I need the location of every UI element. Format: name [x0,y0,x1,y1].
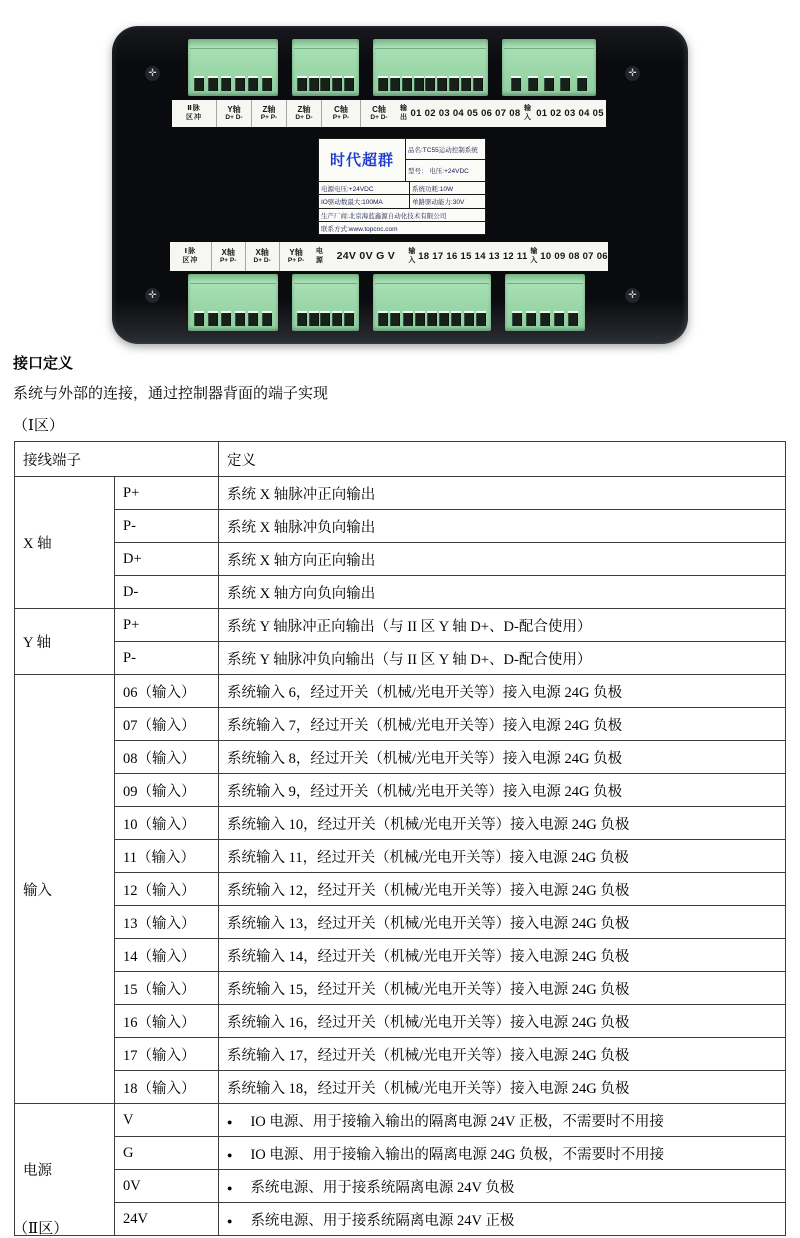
terminal-label [172,100,216,127]
table-row [15,642,786,675]
definition-text: 系统电源、用于接系统隔离电源 24V 正极 [250,1212,515,1229]
terminal-pin-cell: 11（输入） [115,840,219,873]
terminal-pin-cell: 24V [115,1203,219,1236]
screw-icon: ✛ [145,288,160,303]
definition-cell [219,906,786,939]
label-line: C轴 [372,104,386,114]
terminal-pin-cell: 08（输入） [115,741,219,774]
intro-text: 系统与外部的连接，通过控制器背面的端子实现 [13,386,329,402]
terminal-pins [191,76,275,91]
definition-text: 系统电源、用于接系统隔离电源 24V 负极 [250,1179,515,1196]
definition-text: 系统输入 8，经过开关（机械/光电开关等）接入电源 24G 负极 [227,750,623,767]
screw-icon: ✛ [625,288,640,303]
table-row [15,675,786,708]
table-row [15,477,786,510]
label-line: D+ D- [225,114,243,122]
pin-socket [208,76,218,91]
pin-socket [297,76,307,91]
zone2-label-partial: （Ⅱ区） [13,1221,69,1237]
label-line: 输 [524,105,531,113]
definition-cell [219,972,786,1005]
label-product-name: 品名:TC55运动控制系统 [406,139,485,160]
definition-text: 系统输入 17，经过开关（机械/光电开关等）接入电源 24G 负极 [227,1047,630,1064]
terminal-pin-cell: 0V [115,1170,219,1203]
section-heading: 接口定义 [13,356,74,372]
bullet-icon: ● [227,1182,233,1193]
definition-text: 系统输入 10，经过开关（机械/光电开关等）接入电源 24G 负极 [227,816,630,833]
terminal-numbers [540,242,608,271]
terminal-block [292,274,359,331]
terminal-numbers [410,100,521,127]
terminal-pin-cell: 09（输入） [115,774,219,807]
definition-cell [219,1170,786,1203]
bullet-icon: ● [227,1215,233,1226]
bullet-icon: ● [227,1149,233,1160]
terminal-pin-cell: 17（输入） [115,1038,219,1071]
pin-socket [378,311,388,326]
label-line: Z轴 [297,104,311,114]
label-line: 24V 0V G V [336,250,396,263]
terminal-pin-cell: 14（输入） [115,939,219,972]
label-manufacturer: 生产厂商:北京海蓝鑫源自动化技术有限公司 [321,212,447,220]
pin-socket [415,311,425,326]
terminal-label [216,100,251,127]
pin-socket [378,76,388,91]
pin-socket [511,76,521,91]
label-line: 入 [524,113,531,121]
pin-socket [425,76,435,91]
table-row [15,939,786,972]
definition-cell [219,1071,786,1104]
terminal-pins [295,311,356,326]
definition-cell [219,1104,786,1137]
definition-text: IO 电源、用于接输入输出的隔离电源 24V 正极，不需要时不用接 [250,1113,664,1130]
label-line: 01 02 03 04 05 06 07 08 [410,107,521,119]
terminal-label [245,242,279,271]
interface-definition-table [14,441,786,1236]
table-row [15,1005,786,1038]
product-label [318,138,486,235]
label-line: Ⅰ脉 [184,248,197,256]
label-row [319,182,485,196]
definition-text: 系统输入 9，经过开关（机械/光电开关等）接入电源 24G 负极 [227,783,623,800]
definition-cell [219,807,786,840]
pin-socket [221,311,231,326]
definition-text: 系统 X 轴方向负向输出 [227,585,376,602]
terminal-block [188,39,278,96]
terminal-group-cell: Y 轴 [15,609,115,675]
label-line: D+ D- [253,257,271,265]
terminal-pin-cell: D- [115,576,219,609]
terminal-label [313,242,327,271]
terminal-group-cell: 电源 [15,1104,115,1236]
terminal-pin-cell: 15（输入） [115,972,219,1005]
label-line: 10 09 08 07 06 [540,250,608,262]
pin-socket [476,311,486,326]
terminal-label [360,100,397,127]
pin-socket [560,76,570,91]
terminal-label [321,100,360,127]
definition-cell [219,1137,786,1170]
terminal-block [373,274,491,331]
pin-socket [262,311,272,326]
label-row [319,139,485,182]
label-voltage: 电源电压:+24VDC [319,182,410,195]
table-row [15,807,786,840]
definition-cell [219,510,786,543]
pin-socket [402,76,412,91]
table-row [15,906,786,939]
table-row [15,972,786,1005]
definition-cell [219,774,786,807]
pin-socket [194,76,204,91]
table-row [15,708,786,741]
definition-cell [219,873,786,906]
definition-text: 系统 X 轴脉冲负向输出 [227,519,376,536]
definition-text: 系统输入 16，经过开关（机械/光电开关等）接入电源 24G 负极 [227,1014,630,1031]
label-line: D+ D- [295,114,313,122]
terminal-pins [505,76,593,91]
terminal-row-top [188,39,596,96]
terminal-label [528,242,541,271]
terminal-pin-cell: P- [115,642,219,675]
label-contact: 联系方式:www.topcnc.com [321,225,398,233]
table-row [15,1137,786,1170]
terminal-pins [295,76,356,91]
terminal-block [505,274,585,331]
brand-logo: 时代超群 [319,139,406,181]
label-model: 型号： 电压:+24VDC [408,168,469,176]
col-header-definition: 定义 [219,442,786,477]
terminal-label [251,100,286,127]
definition-text: 系统输入 14，经过开关（机械/光电开关等）接入电源 24G 负极 [227,948,630,965]
pin-socket [320,76,330,91]
pin-socket [332,76,342,91]
pin-socket [344,311,354,326]
terminal-label [211,242,245,271]
label-line: 出 [400,113,407,121]
terminal-block [188,274,278,331]
table-row [15,840,786,873]
pin-socket [297,311,307,326]
label-line: P+ P- [219,257,237,265]
screw-icon: ✛ [625,66,640,81]
pin-socket [437,76,447,91]
terminal-pin-cell: P+ [115,477,219,510]
definition-cell [219,939,786,972]
terminal-pins [508,311,582,326]
terminal-block [373,39,488,96]
terminal-label [170,242,211,271]
label-line: Ⅱ脉 [187,105,201,113]
pin-socket [248,311,258,326]
label-line: 源 [315,256,323,264]
label-row [319,195,485,209]
label-line: 入 [530,256,538,264]
pin-socket [208,311,218,326]
label-line: X轴 [255,247,269,257]
pin-socket [451,311,461,326]
table-row [15,741,786,774]
label-line: P+ P- [332,114,350,122]
definition-text: 系统 Y 轴脉冲正向输出（与 II 区 Y 轴 D+、D-配合使用） [227,618,592,635]
terminal-pin-cell: 10（输入） [115,807,219,840]
table-row [15,510,786,543]
label-line: 输 [408,248,416,256]
pin-socket [449,76,459,91]
label-line: Y轴 [289,247,303,257]
definition-cell [219,576,786,609]
definition-cell [219,477,786,510]
pin-socket [235,311,245,326]
label-row [319,209,485,223]
col-header-terminal: 接线端子 [15,442,219,477]
label-power: 系统功耗:10W [412,185,454,193]
pin-socket [439,311,449,326]
terminal-block [292,39,359,96]
label-line: X轴 [221,247,235,257]
definition-text: 系统输入 18，经过开关（机械/光电开关等）接入电源 24G 负极 [227,1080,630,1097]
label-line: Z轴 [262,104,276,114]
controller-back-panel [112,26,688,344]
pin-socket [461,76,471,91]
terminal-group-cell: 输入 [15,675,115,1104]
definition-cell [219,708,786,741]
table-row [15,1071,786,1104]
pin-socket [320,311,330,326]
pin-socket [262,76,272,91]
label-line: 输 [530,248,538,256]
pin-socket [414,76,424,91]
table-row [15,543,786,576]
pin-socket [464,311,474,326]
table-row [15,1170,786,1203]
terminal-group-cell: X 轴 [15,477,115,609]
definition-text: 系统输入 12，经过开关（机械/光电开关等）接入电源 24G 负极 [227,882,630,899]
definition-text: 系统 X 轴方向正向输出 [227,552,376,569]
pin-socket [194,311,204,326]
definition-cell [219,543,786,576]
terminal-pin-cell: P- [115,510,219,543]
table-row [15,873,786,906]
zone1-label: （Ⅰ区） [13,418,64,434]
label-line: P+ P- [260,114,278,122]
table-row [15,1203,786,1236]
label-strip-zone1 [170,242,608,271]
definition-text: 系统输入 13，经过开关（机械/光电开关等）接入电源 24G 负极 [227,915,630,932]
definition-text: 系统输入 15，经过开关（机械/光电开关等）接入电源 24G 负极 [227,981,630,998]
pin-socket [540,311,550,326]
terminal-row-bottom [188,274,585,331]
table-row [15,1038,786,1071]
pin-socket [221,76,231,91]
definition-text: IO 电源、用于接输入输出的隔离电源 24G 负极，不需要时不用接 [250,1146,665,1163]
terminal-pin-cell: 06（输入） [115,675,219,708]
terminal-label [406,242,419,271]
table-row [15,774,786,807]
definition-text: 系统 Y 轴脉冲负向输出（与 II 区 Y 轴 D+、D-配合使用） [227,651,592,668]
table-header-row [15,442,786,477]
definition-text: 系统 X 轴脉冲正向输出 [227,486,376,503]
label-line: 输 [400,105,407,113]
pin-socket [344,76,354,91]
label-row [319,222,485,234]
pin-socket [390,311,400,326]
pin-socket [554,311,564,326]
terminal-pins [376,76,485,91]
terminal-label [521,100,534,127]
pin-socket [332,311,342,326]
label-line: 区冲 [182,256,199,264]
definition-cell [219,840,786,873]
definition-text: 系统输入 7，经过开关（机械/光电开关等）接入电源 24G 负极 [227,717,623,734]
definition-cell [219,609,786,642]
terminal-label [279,242,313,271]
terminal-block [502,39,596,96]
pin-socket [248,76,258,91]
terminal-pins [376,311,488,326]
terminal-pin-cell: P+ [115,609,219,642]
label-line: Y轴 [227,104,241,114]
terminal-pin-cell: 12（输入） [115,873,219,906]
label-strip-zone2 [172,100,606,127]
terminal-label [286,100,321,127]
label-line: 01 02 03 04 05 [536,107,604,119]
terminal-pin-cell: 07（输入） [115,708,219,741]
pin-socket [473,76,483,91]
pin-socket [235,76,245,91]
terminal-pin-cell: 13（输入） [115,906,219,939]
definition-cell [219,1005,786,1038]
pin-socket [544,76,554,91]
table-row [15,576,786,609]
terminal-numbers [534,100,606,127]
definition-cell [219,741,786,774]
definition-text: 系统输入 11，经过开关（机械/光电开关等）接入电源 24G 负极 [227,849,629,866]
label-line: 入 [408,256,416,264]
pin-socket [309,76,319,91]
pin-socket [309,311,319,326]
pin-socket [512,311,522,326]
label-line: 区冲 [186,113,202,121]
label-line: 电 [315,248,323,256]
terminal-pin-cell: V [115,1104,219,1137]
terminal-numbers [418,242,527,271]
label-line: C轴 [334,104,348,114]
pin-socket [568,311,578,326]
table-row [15,609,786,642]
terminal-pins [191,311,275,326]
terminal-pin-cell: D+ [115,543,219,576]
pin-socket [526,311,536,326]
definition-text: 系统输入 6，经过开关（机械/光电开关等）接入电源 24G 负极 [227,684,623,701]
label-line: D+ D- [370,114,388,122]
bullet-icon: ● [227,1116,233,1127]
definition-cell [219,1203,786,1236]
label-output-drive: 单路驱动能力:30V [412,199,465,207]
terminal-pin-cell: G [115,1137,219,1170]
pin-socket [577,76,587,91]
label-io-drive: IO驱动数最大:100MA [319,195,410,208]
table-row [15,1104,786,1137]
terminal-label [397,100,410,127]
label-line: 18 17 16 15 14 13 12 11 [418,250,528,262]
terminal-numbers [326,242,405,271]
pin-socket [390,76,400,91]
definition-cell [219,1038,786,1071]
pin-socket [528,76,538,91]
terminal-pin-cell: 18（输入） [115,1071,219,1104]
screw-icon: ✛ [145,66,160,81]
definition-cell [219,642,786,675]
pin-socket [403,311,413,326]
label-line: P+ P- [287,257,305,265]
definition-cell [219,675,786,708]
terminal-pin-cell: 16（输入） [115,1005,219,1038]
pin-socket [427,311,437,326]
